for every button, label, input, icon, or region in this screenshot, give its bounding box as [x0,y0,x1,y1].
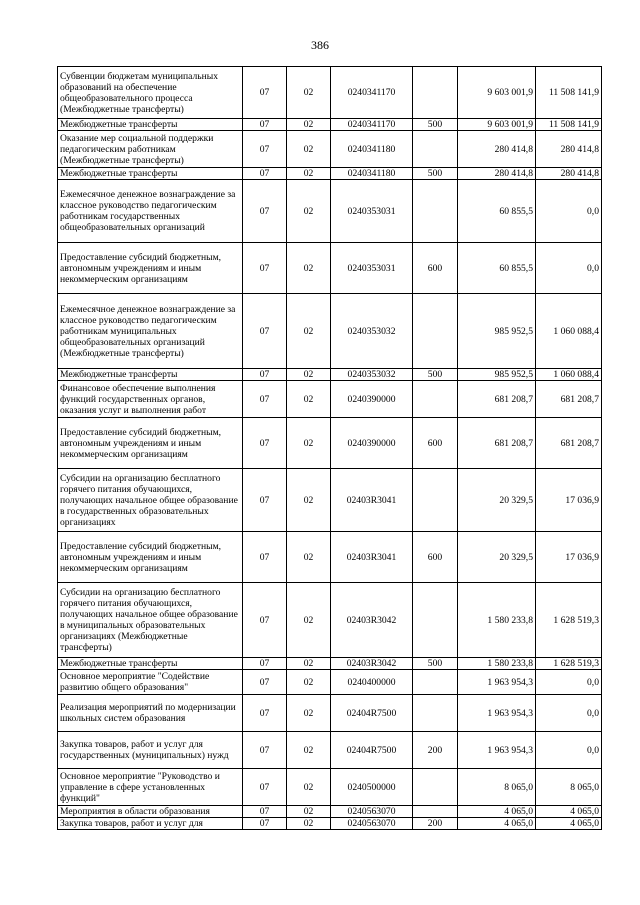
row-target-article: 0240400000 [331,670,413,695]
row-name: Предоставление субсидий бюджетным, автономным учреждениям и иным некоммерческим организациям [58,418,243,469]
row-target-article: 02404R7500 [331,732,413,769]
row-amount-year1: 20 329,5 [458,532,536,583]
row-target-article: 0240341170 [331,119,413,131]
table-row [58,732,602,769]
table-row [58,294,602,369]
row-name: Предоставление субсидий бюджетным, автономным учреждениям и иным некоммерческим организациям [58,532,243,583]
row-section: 07 [243,769,287,806]
row-subsection: 02 [287,243,331,294]
row-section: 07 [243,583,287,658]
row-section: 07 [243,243,287,294]
row-name: Предоставление субсидий бюджетным, автономным учреждениям и иным некоммерческим организациям [58,243,243,294]
row-target-article: 0240353031 [331,180,413,243]
row-name: Ежемесячное денежное вознаграждение за классное руководство педагогическим работникам государственных общеобразовательных организаций [58,180,243,243]
row-target-article: 02403R3041 [331,532,413,583]
row-amount-year2: 0,0 [536,732,602,769]
row-amount-year2: 4 065,0 [536,818,602,830]
row-expense-type [413,583,458,658]
row-name: Межбюджетные трансферты [58,168,243,180]
row-expense-type: 200 [413,732,458,769]
row-expense-type: 200 [413,818,458,830]
row-subsection: 02 [287,180,331,243]
row-subsection: 02 [287,294,331,369]
row-expense-type: 500 [413,658,458,670]
row-target-article: 0240390000 [331,418,413,469]
row-amount-year1: 1 580 233,8 [458,583,536,658]
row-name: Субсидии на организацию бесплатного горячего питания обучающихся, получающих начальное общее образование в муниципальных образовательных организациях (Межбюджетные трансферты) [58,583,243,658]
row-section: 07 [243,670,287,695]
row-amount-year1: 9 603 001,9 [458,67,536,119]
row-target-article: 02404R7500 [331,695,413,732]
row-expense-type: 500 [413,369,458,381]
row-subsection: 02 [287,131,331,168]
table-row [58,695,602,732]
row-amount-year2: 1 060 088,4 [536,369,602,381]
row-section: 07 [243,732,287,769]
table-row [58,469,602,532]
row-section: 07 [243,818,287,830]
row-amount-year1: 20 329,5 [458,469,536,532]
row-target-article: 0240341180 [331,131,413,168]
row-section: 07 [243,418,287,469]
table-row [58,67,602,119]
row-expense-type: 600 [413,243,458,294]
page-number: 386 [311,38,329,52]
row-section: 07 [243,369,287,381]
row-name: Межбюджетные трансферты [58,119,243,131]
row-amount-year1: 280 414,8 [458,131,536,168]
row-amount-year1: 985 952,5 [458,294,536,369]
row-section: 07 [243,532,287,583]
row-subsection: 02 [287,381,331,418]
row-name: Межбюджетные трансферты [58,369,243,381]
row-expense-type [413,294,458,369]
row-subsection: 02 [287,658,331,670]
row-expense-type: 500 [413,119,458,131]
row-amount-year2: 1 628 519,3 [536,658,602,670]
row-name: Финансовое обеспечение выполнения функций государственных органов, оказания услуг и выполнения работ [58,381,243,418]
row-section: 07 [243,658,287,670]
row-amount-year2: 681 208,7 [536,381,602,418]
table-row [58,243,602,294]
row-expense-type [413,806,458,818]
row-section: 07 [243,119,287,131]
row-amount-year2: 8 065,0 [536,769,602,806]
row-amount-year2: 0,0 [536,180,602,243]
row-amount-year2: 11 508 141,9 [536,67,602,119]
table-row [58,381,602,418]
row-amount-year2: 1 060 088,4 [536,294,602,369]
table-row [58,806,602,818]
row-target-article: 02403R3041 [331,469,413,532]
row-amount-year1: 985 952,5 [458,369,536,381]
table-row [58,369,602,381]
row-expense-type: 600 [413,418,458,469]
row-amount-year2: 17 036,9 [536,532,602,583]
row-amount-year1: 681 208,7 [458,418,536,469]
row-name: Основное мероприятие "Руководство и управление в сфере установленных функций" [58,769,243,806]
row-name: Закупка товаров, работ и услуг для государственных (муниципальных) нужд [58,732,243,769]
row-subsection: 02 [287,583,331,658]
row-subsection: 02 [287,469,331,532]
row-target-article: 0240353031 [331,243,413,294]
table-row [58,658,602,670]
row-target-article: 0240341170 [331,67,413,119]
row-amount-year2: 17 036,9 [536,469,602,532]
row-target-article: 0240341180 [331,168,413,180]
row-subsection: 02 [287,532,331,583]
row-amount-year2: 0,0 [536,243,602,294]
row-section: 07 [243,381,287,418]
table-row [58,418,602,469]
row-subsection: 02 [287,818,331,830]
row-expense-type [413,381,458,418]
row-amount-year2: 0,0 [536,670,602,695]
row-target-article: 0240500000 [331,769,413,806]
row-amount-year1: 4 065,0 [458,818,536,830]
table-row [58,168,602,180]
table-row [58,180,602,243]
row-name: Оказание мер социальной поддержки педагогическим работникам (Межбюджетные трансферты) [58,131,243,168]
row-amount-year2: 4 065,0 [536,806,602,818]
row-amount-year2: 280 414,8 [536,168,602,180]
row-subsection: 02 [287,695,331,732]
row-section: 07 [243,168,287,180]
row-amount-year2: 681 208,7 [536,418,602,469]
row-target-article: 0240563070 [331,818,413,830]
row-section: 07 [243,294,287,369]
row-subsection: 02 [287,418,331,469]
table-row [58,670,602,695]
row-amount-year1: 60 855,5 [458,180,536,243]
row-expense-type [413,469,458,532]
row-target-article: 0240353032 [331,369,413,381]
row-expense-type: 500 [413,168,458,180]
row-expense-type [413,670,458,695]
table-row [58,532,602,583]
row-amount-year2: 1 628 519,3 [536,583,602,658]
row-target-article: 02403R3042 [331,658,413,670]
row-name: Ежемесячное денежное вознаграждение за классное руководство педагогическим работникам муниципальных общеобразовательных организаций (Межбюджетные трансферты) [58,294,243,369]
row-name: Основное мероприятие "Содействие развитию общего образования" [58,670,243,695]
row-amount-year1: 1 580 233,8 [458,658,536,670]
row-name: Субвенции бюджетам муниципальных образований на обеспечение общеобразовательного процесса (Межбюджетные трансферты) [58,67,243,119]
row-subsection: 02 [287,806,331,818]
row-amount-year1: 9 603 001,9 [458,119,536,131]
row-name: Реализация мероприятий по модернизации школьных систем образования [58,695,243,732]
row-amount-year1: 1 963 954,3 [458,670,536,695]
row-section: 07 [243,67,287,119]
row-name: Субсидии на организацию бесплатного горячего питания обучающихся, получающих начальное общее образование в государственных образовательных организациях [58,469,243,532]
row-subsection: 02 [287,769,331,806]
row-section: 07 [243,180,287,243]
row-subsection: 02 [287,67,331,119]
row-target-article: 0240353032 [331,294,413,369]
row-amount-year2: 280 414,8 [536,131,602,168]
row-expense-type [413,769,458,806]
row-amount-year1: 681 208,7 [458,381,536,418]
budget-table-body [58,67,602,830]
row-expense-type [413,695,458,732]
row-expense-type [413,131,458,168]
row-name: Закупка товаров, работ и услуг для [58,818,243,830]
row-target-article: 02403R3042 [331,583,413,658]
table-row [58,119,602,131]
row-subsection: 02 [287,119,331,131]
row-amount-year2: 0,0 [536,695,602,732]
table-row [58,818,602,830]
row-amount-year1: 1 963 954,3 [458,732,536,769]
row-amount-year1: 4 065,0 [458,806,536,818]
row-section: 07 [243,131,287,168]
table-row [58,769,602,806]
row-expense-type [413,180,458,243]
row-section: 07 [243,806,287,818]
row-subsection: 02 [287,369,331,381]
row-target-article: 0240563070 [331,806,413,818]
row-subsection: 02 [287,732,331,769]
row-target-article: 0240390000 [331,381,413,418]
row-section: 07 [243,469,287,532]
row-name: Межбюджетные трансферты [58,658,243,670]
row-amount-year1: 60 855,5 [458,243,536,294]
budget-table [57,66,602,830]
row-section: 07 [243,695,287,732]
table-row [58,583,602,658]
row-amount-year1: 8 065,0 [458,769,536,806]
row-expense-type: 600 [413,532,458,583]
row-subsection: 02 [287,168,331,180]
row-subsection: 02 [287,670,331,695]
row-amount-year2: 11 508 141,9 [536,119,602,131]
row-amount-year1: 280 414,8 [458,168,536,180]
row-name: Мероприятия в области образования [58,806,243,818]
row-expense-type [413,67,458,119]
row-amount-year1: 1 963 954,3 [458,695,536,732]
table-row [58,131,602,168]
